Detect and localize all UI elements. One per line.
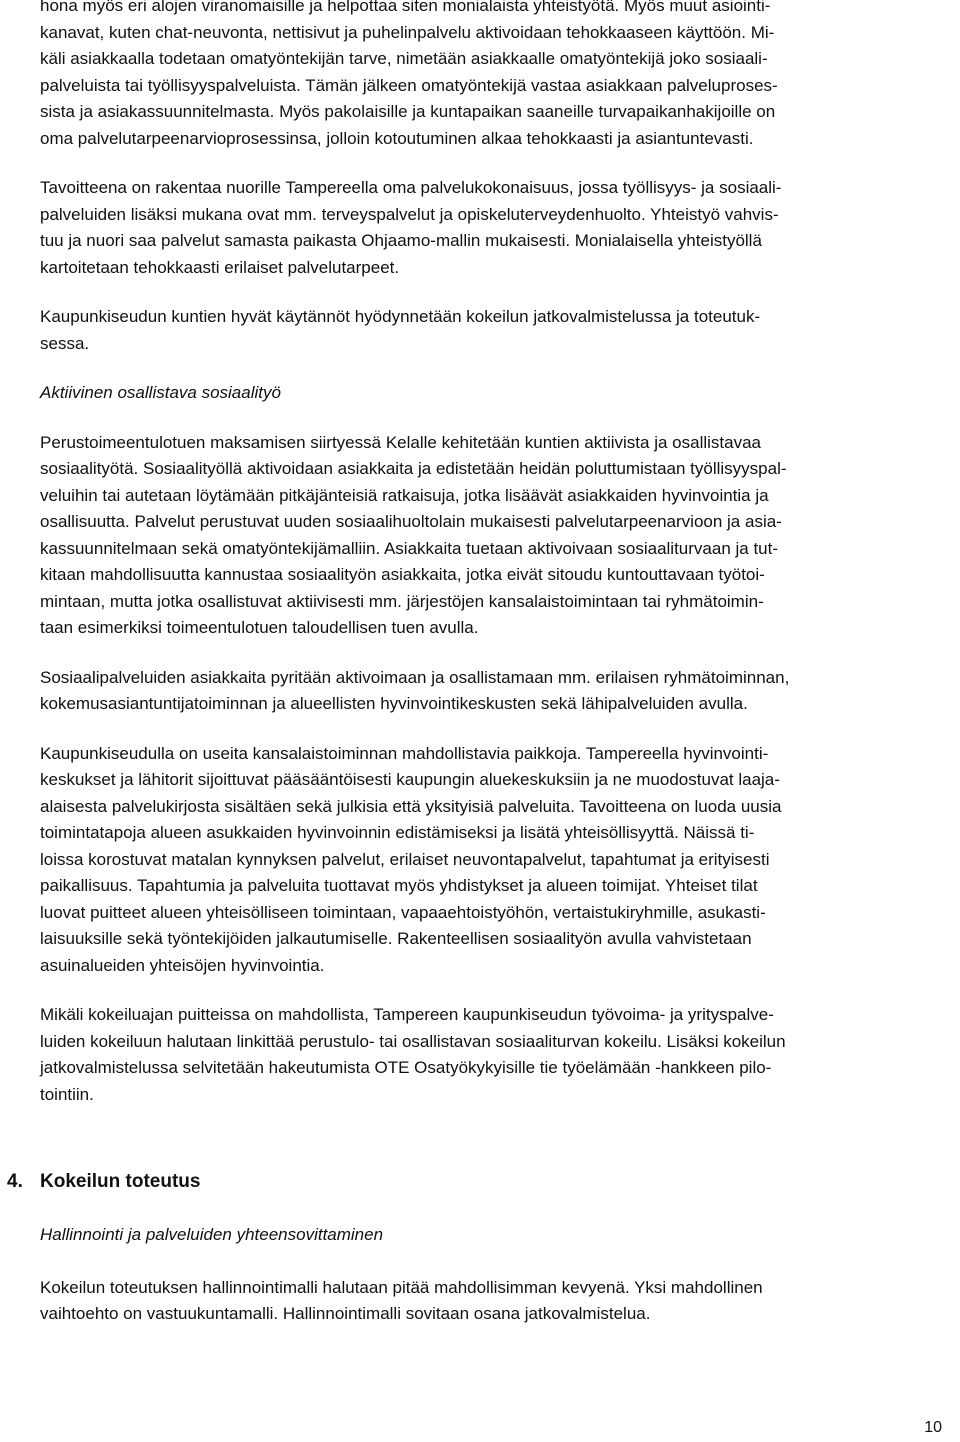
text-line: käli asiakkaalla todetaan omatyöntekijän tarve, nimetään asiakkaalle omatyöntekijä joko sosiaali-: [40, 49, 768, 68]
subheading-administration: Hallinnointi ja palveluiden yhteensovittaminen: [40, 1225, 384, 1244]
paragraph-service-channels: [40, 0, 930, 152]
text-line: tuu ja nuori saa palvelut samasta paikasta Ohjaamo-mallin mukaisesti. Monialaisella yhteistyöllä: [40, 231, 762, 250]
text-line: taan esimerkiksi toimeentulotuen taloudellisen tuen avulla.: [40, 618, 479, 637]
text-line: veluihin tai autetaan löytämään pitkäjänteisiä ratkaisuja, jotka lisäävät asiakkaiden hyvinvointia ja: [40, 485, 769, 505]
text-line: palveluista tai työllisyyspalveluista. Tämän jälkeen omatyöntekijä vastaa asiakkaan palveluproses-: [40, 75, 778, 95]
paragraph-civic-activity: [40, 741, 930, 980]
paragraph-gap: [40, 281, 930, 304]
text-line: luovat puitteet alueen yhteisölliseen toimintaan, vapaaehtoistyöhön, vertaistukiryhmille, asukasti-: [40, 902, 766, 922]
text-line: jatkovalmistelussa selvitetään hakeutumista OTE Osatyökykyisille tie työelämään -hankkeen pilo-: [40, 1058, 772, 1077]
paragraph-gap: [40, 357, 930, 380]
text-line: hona myös eri alojen viranomaisille ja helpottaa siten monialaista yhteistyötä. Myös muut asiointi-: [40, 0, 771, 15]
text-line: Kaupunkiseudun kuntien hyvät käytännöt hyödynnetään kokeilun jatkovalmistelussa ja toteutuk-: [40, 307, 761, 326]
text-line: Sosiaalipalveluiden asiakkaita pyritään aktivoimaan ja osallistamaan mm. erilaisen ryhmätoiminnan,: [40, 667, 790, 687]
document-page: [7, 0, 930, 1328]
paragraph-gap: [40, 718, 930, 741]
text-line: kartoitetaan tehokkaasti erilaiset palvelutarpeet.: [40, 257, 400, 277]
subheading-active-social-work: Aktiivinen osallistava sosiaalityö: [40, 383, 281, 402]
text-line: kassuunnitelmaan sekä omatyöntekijämalliin. Asiakkaita tuetaan aktivoivaan sosiaaliturvaan ja tut-: [40, 538, 779, 558]
text-line: alaisesta palvelukirjosta sisältäen sekä julkisia että yksityisiä palveluita. Tavoitteena on luoda uusia: [40, 796, 782, 816]
text-line: Mikäli kokeiluajan puitteissa on mahdollista, Tampereen kaupunkiseudun työvoima- ja yrityspalve-: [40, 1005, 774, 1024]
section-heading: [7, 1168, 930, 1196]
paragraph-gap: [40, 979, 930, 1002]
section-number: 4.: [7, 1171, 23, 1192]
text-line: kitaan mahdollisuutta kannustaa sosiaalityön asiakkaita, jotka eivät sitoudu kuntouttavaan työtoi-: [40, 565, 765, 584]
text-line: keskukset ja lähitorit sijoittuvat pääsääntöisesti kaupungin aluekeskuksiin ja ne muodostuvat laaja-: [40, 770, 780, 789]
text-line: Kaupunkiseudulla on useita kansalaistoiminnan mahdollistavia paikkoja. Tampereella hyvinvointi-: [40, 743, 769, 763]
paragraph-gap: [40, 642, 930, 665]
text-line: laisuuksille sekä työntekijöiden jalkautumiselle. Rakenteellisen sosiaalityön avulla vahvistetaan: [40, 929, 752, 948]
paragraph-gap: [40, 1108, 930, 1168]
text-line: luiden kokeiluun halutaan linkittää perustulo- tai osallistavan sosiaaliturvan kokeilu. Lisäksi kokeilun: [40, 1031, 786, 1051]
paragraph-activation: [40, 665, 930, 718]
page-number: 10: [924, 1419, 942, 1436]
text-line: loissa korostuvat matalan kynnyksen palvelut, erilaiset neuvontapalvelut, tapahtumat ja erityisesti: [40, 849, 770, 869]
text-line: Perustoimeentulotuen maksamisen siirtyessä Kelalle kehitetään kuntien aktiivista ja osallistavaa: [40, 432, 761, 452]
text-line: vaihtoehto on vastuukuntamalli. Hallinnointimalli sovitaan osana jatkovalmistelua.: [40, 1304, 651, 1323]
text-line: tointiin.: [40, 1084, 94, 1104]
text-line: kokemusasiantuntijatoiminnan ja alueellisten hyvinvointikeskusten sekä lähipalveluiden avulla.: [40, 694, 748, 713]
text-line: sessa.: [40, 333, 90, 353]
paragraph-gap: [40, 152, 930, 175]
text-line: toimintatapoja alueen asukkaiden hyvinvoinnin edistämiseksi ja lisätä yhteisöllisyyttä. Näissä ti-: [40, 823, 755, 842]
text-line: kanavat, kuten chat-neuvonta, nettisivut ja puhelinpalvelu aktivoidaan tehokkaaseen käyttöön. Mi-: [40, 22, 775, 42]
paragraph-administration-model: [40, 1275, 930, 1328]
text-line: sosiaalityötä. Sosiaalityöllä aktivoidaan asiakkaita ja edistetään heidän poluttumistaan työllisyyspal-: [40, 459, 787, 478]
text-line: osallisuutta. Palvelut perustuvat uuden sosiaalihuoltolain mukaisesti palvelutarpeenarvioon ja asia-: [40, 512, 782, 531]
paragraph-social-work: [40, 430, 930, 642]
paragraph-gap: [40, 1249, 930, 1275]
paragraph-gap: [40, 407, 930, 430]
paragraph-basic-income-pilot: [40, 1002, 930, 1108]
text-line: asuinalueiden yhteisöjen hyvinvointia.: [40, 955, 325, 975]
text-line: Kokeilun toteutuksen hallinnointimalli halutaan pitää mahdollisimman kevyenä. Yksi mahdollinen: [40, 1277, 763, 1297]
text-line: oma palvelutarpeenarvioprosessinsa, jolloin kotoutuminen alkaa tehokkaasti ja asiantuntevasti.: [40, 128, 754, 148]
section-title: Kokeilun toteutus: [40, 1171, 201, 1192]
text-line: palveluiden lisäksi mukana ovat mm. terveyspalvelut ja opiskeluterveydenhuolto. Yhteistyö vahvis-: [40, 204, 779, 224]
text-line: sista ja asiakassuunnitelmasta. Myös pakolaisille ja kuntapaikan saaneille turvapaikanhakijoille on: [40, 102, 776, 121]
paragraph-good-practices: [40, 304, 930, 357]
paragraph-youth-services: [40, 175, 930, 281]
text-line: paikallisuus. Tapahtumia ja palveluita tuottavat myös yhdistykset ja alueen toimijat. Yhteiset tilat: [40, 876, 758, 895]
text-line: Tavoitteena on rakentaa nuorille Tampereella oma palvelukokonaisuus, jossa työllisyys- ja sosiaali-: [40, 178, 782, 197]
paragraph-gap: [40, 1196, 930, 1222]
text-line: mintaan, mutta jotka osallistuvat aktiivisesti mm. järjestöjen kansalaistoimintaan tai ryhmätoimin-: [40, 591, 764, 611]
